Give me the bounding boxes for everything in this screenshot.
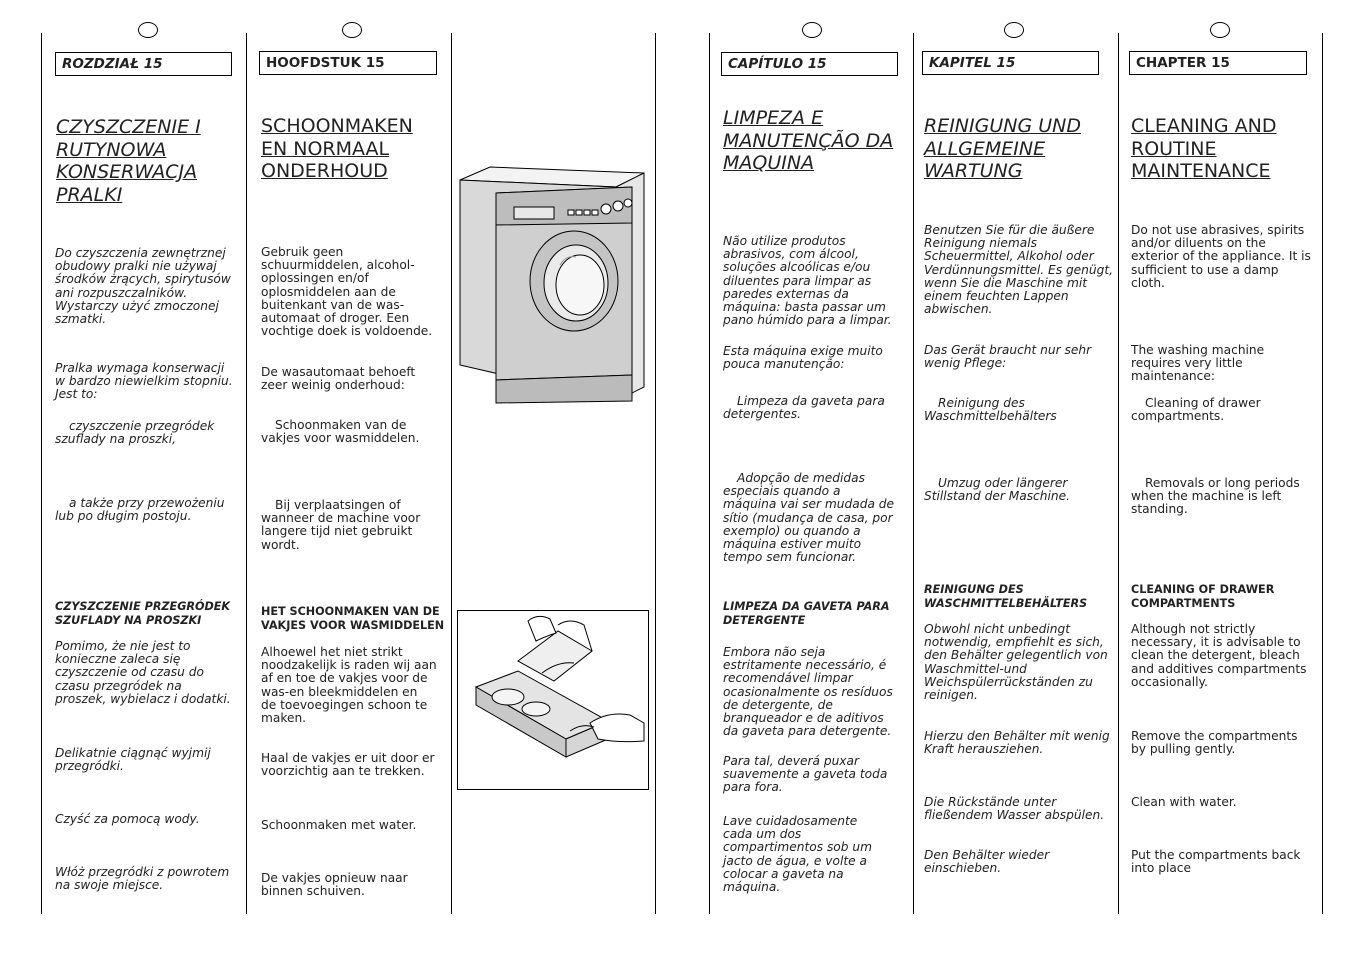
- paragraph: Lave cuidadosamente cada um dos compartimentos sob um jacto de água, e volte a colocar a gaveta na máquina.: [723, 814, 872, 895]
- paragraph: Clean with water.: [1131, 795, 1237, 809]
- paragraph: Das Gerät braucht nur sehr wenig Pflege:: [924, 343, 1092, 371]
- column-divider: [655, 33, 656, 914]
- column-divider: [1118, 33, 1119, 914]
- paragraph: Pomimo, że nie jest to konieczne zaleca się czyszczenie od czasu do czasu przegródek na proszek, wybielacz i dodatki.: [55, 639, 231, 706]
- paragraph: Obwohl nicht unbedingt notwendig, empfiehlt es sich, den Behälter gelegentlich von Waschmittel-und Weichspülerrückständen zu reinigen.: [924, 622, 1108, 703]
- column-divider: [913, 33, 914, 914]
- subheading: REINIGUNG DES WASCHMITTELBEHÄLTERS: [924, 583, 1088, 610]
- paragraph: Bij verplaatsingen of wanneer de machine voor langere tijd niet gebruikt wordt.: [261, 498, 421, 552]
- section-title: CZYSZCZENIE I RUTYNOWA KONSERWACJA PRALKI: [56, 116, 201, 206]
- paragraph: Benutzen Sie für die äußere Reinigung niemals Scheuermittel, Alkohol oder Verdünnungsmittel. Es genügt, wenn Sie die Maschine mit einem feuchten Lappen abwischen.: [924, 223, 1114, 317]
- paragraph: Não utilize produtos abrasivos, com álcool, soluções alcoólicas e/ou diluentes para limpar as paredes externas da máquina: basta passar um pano húmido para a limpar.: [723, 234, 892, 328]
- detergent-drawer-illustration: [457, 610, 649, 790]
- chapter-header: ROZDZIAŁ 15: [55, 52, 232, 76]
- section-title: LIMPEZA E MANUTENÇÃO DA MAQUINA: [723, 107, 894, 174]
- paragraph: Adopção de medidas especiais quando a máquina vai ser mudada de sítio (mudança de casa, por exemplo) ou quando a máquina estiver muito tempo sem funcionar.: [723, 471, 895, 565]
- paragraph: Esta máquina exige muito pouca manutenção:: [723, 344, 883, 372]
- paragraph: Hierzu den Behälter mit wenig Kraft herausziehen.: [924, 729, 1110, 757]
- paragraph: Den Behälter wieder einschieben.: [924, 848, 1050, 876]
- paragraph: Cleaning of drawer compartments.: [1131, 396, 1261, 424]
- paragraph: czyszczenie przegródek szuflady na proszki,: [55, 419, 215, 447]
- section-title: SCHOONMAKEN EN NORMAAL ONDERHOUD: [261, 115, 413, 182]
- paragraph: Embora não seja estritamente necessário, é recomendável limpar ocasionalmente os resíduos de detergente, de branqueador e de aditivos da gaveta para detergente.: [723, 645, 893, 739]
- subheading: HET SCHOONMAKEN VAN DE VAKJES VOOR WASMIDDELEN: [261, 605, 445, 632]
- language-indicator-icon: [1210, 22, 1230, 38]
- paragraph: Removals or long periods when the machine is left standing.: [1131, 476, 1300, 517]
- paragraph: Włóż przegródki z powrotem na swoje miejsce.: [55, 865, 230, 893]
- chapter-header: HOOFDSTUK 15: [259, 51, 437, 75]
- chapter-header: CAPÍTULO 15: [721, 52, 898, 76]
- language-indicator-icon: [802, 22, 822, 38]
- column-divider: [451, 33, 452, 914]
- paragraph: De wasautomaat behoeft zeer weinig onderhoud:: [261, 365, 416, 393]
- paragraph: Para tal, deverá puxar suavemente a gaveta toda para fora.: [723, 754, 888, 795]
- washing-machine-illustration: [456, 165, 648, 405]
- paragraph: Limpeza da gaveta para detergentes.: [723, 394, 885, 422]
- paragraph: Reinigung des Waschmittelbehälters: [924, 396, 1057, 424]
- paragraph: Umzug oder längerer Stillstand der Maschine.: [924, 476, 1070, 504]
- section-title: CLEANING AND ROUTINE MAINTENANCE: [1131, 115, 1277, 182]
- paragraph: Haal de vakjes er uit door er voorzichtig aan te trekken.: [261, 751, 435, 779]
- language-indicator-icon: [1004, 22, 1024, 38]
- chapter-header: KAPITEL 15: [922, 51, 1099, 75]
- paragraph: Alhoewel het niet strikt noodzakelijk is raden wij aan af en toe de vakjes voor de was-en bleekmiddelen en de toevoegingen schoon te maken.: [261, 645, 437, 726]
- paragraph: Schoonmaken van de vakjes voor wasmiddelen.: [261, 418, 420, 446]
- paragraph: Do not use abrasives, spirits and/or diluents on the exterior of the appliance. It is sufficient to use a damp cloth.: [1131, 223, 1311, 290]
- subheading: LIMPEZA DA GAVETA PARA DETERGENTE: [723, 600, 890, 627]
- paragraph: De vakjes opnieuw naar binnen schuiven.: [261, 871, 408, 899]
- paragraph: Put the compartments back into place: [1131, 848, 1301, 876]
- paragraph: Gebruik geen schuurmiddelen, alcohol- oplossingen en/of oplosmiddelen aan de buitenkant van de was- automaat of droger. Een vochtige doek is voldoende.: [261, 245, 433, 339]
- paragraph: Although not strictly necessary, it is advisable to clean the detergent, bleach and additives compartments occasionally.: [1131, 622, 1307, 689]
- subheading: CLEANING OF DRAWER COMPARTMENTS: [1131, 583, 1275, 610]
- subheading: CZYSZCZENIE PRZEGRÓDEK SZUFLADY NA PROSZKI: [55, 600, 231, 627]
- paragraph: Pralka wymaga konserwacji w bardzo niewielkim stopniu. Jest to:: [55, 361, 233, 402]
- section-title: REINIGUNG UND ALLGEMEINE WARTUNG: [924, 115, 1081, 182]
- language-indicator-icon: [138, 22, 158, 38]
- chapter-header: CHAPTER 15: [1129, 51, 1307, 75]
- paragraph: Do czyszczenia zewnętrznej obudowy pralki nie używaj środków żrących, spirytusów ani rozpuszczalników. Wystarczy użyć zmoczonej szmatki.: [55, 246, 231, 327]
- paragraph: Die Rückstände unter fließendem Wasser abspülen.: [924, 795, 1105, 823]
- language-indicator-icon: [342, 22, 362, 38]
- paragraph: Remove the compartments by pulling gently.: [1131, 729, 1298, 757]
- column-divider: [246, 33, 247, 914]
- drawer-hands-drawing: [458, 611, 648, 789]
- paragraph: Schoonmaken met water.: [261, 818, 417, 832]
- paragraph: a także przy przewożeniu lub po długim postoju.: [55, 496, 225, 524]
- column-divider: [1322, 33, 1323, 914]
- column-divider: [709, 33, 710, 914]
- paragraph: Delikatnie ciągnąć wyjmij przegródki.: [55, 746, 211, 774]
- column-divider: [41, 33, 42, 914]
- paragraph: Czyść za pomocą wody.: [55, 812, 200, 826]
- paragraph: The washing machine requires very little maintenance:: [1131, 343, 1265, 384]
